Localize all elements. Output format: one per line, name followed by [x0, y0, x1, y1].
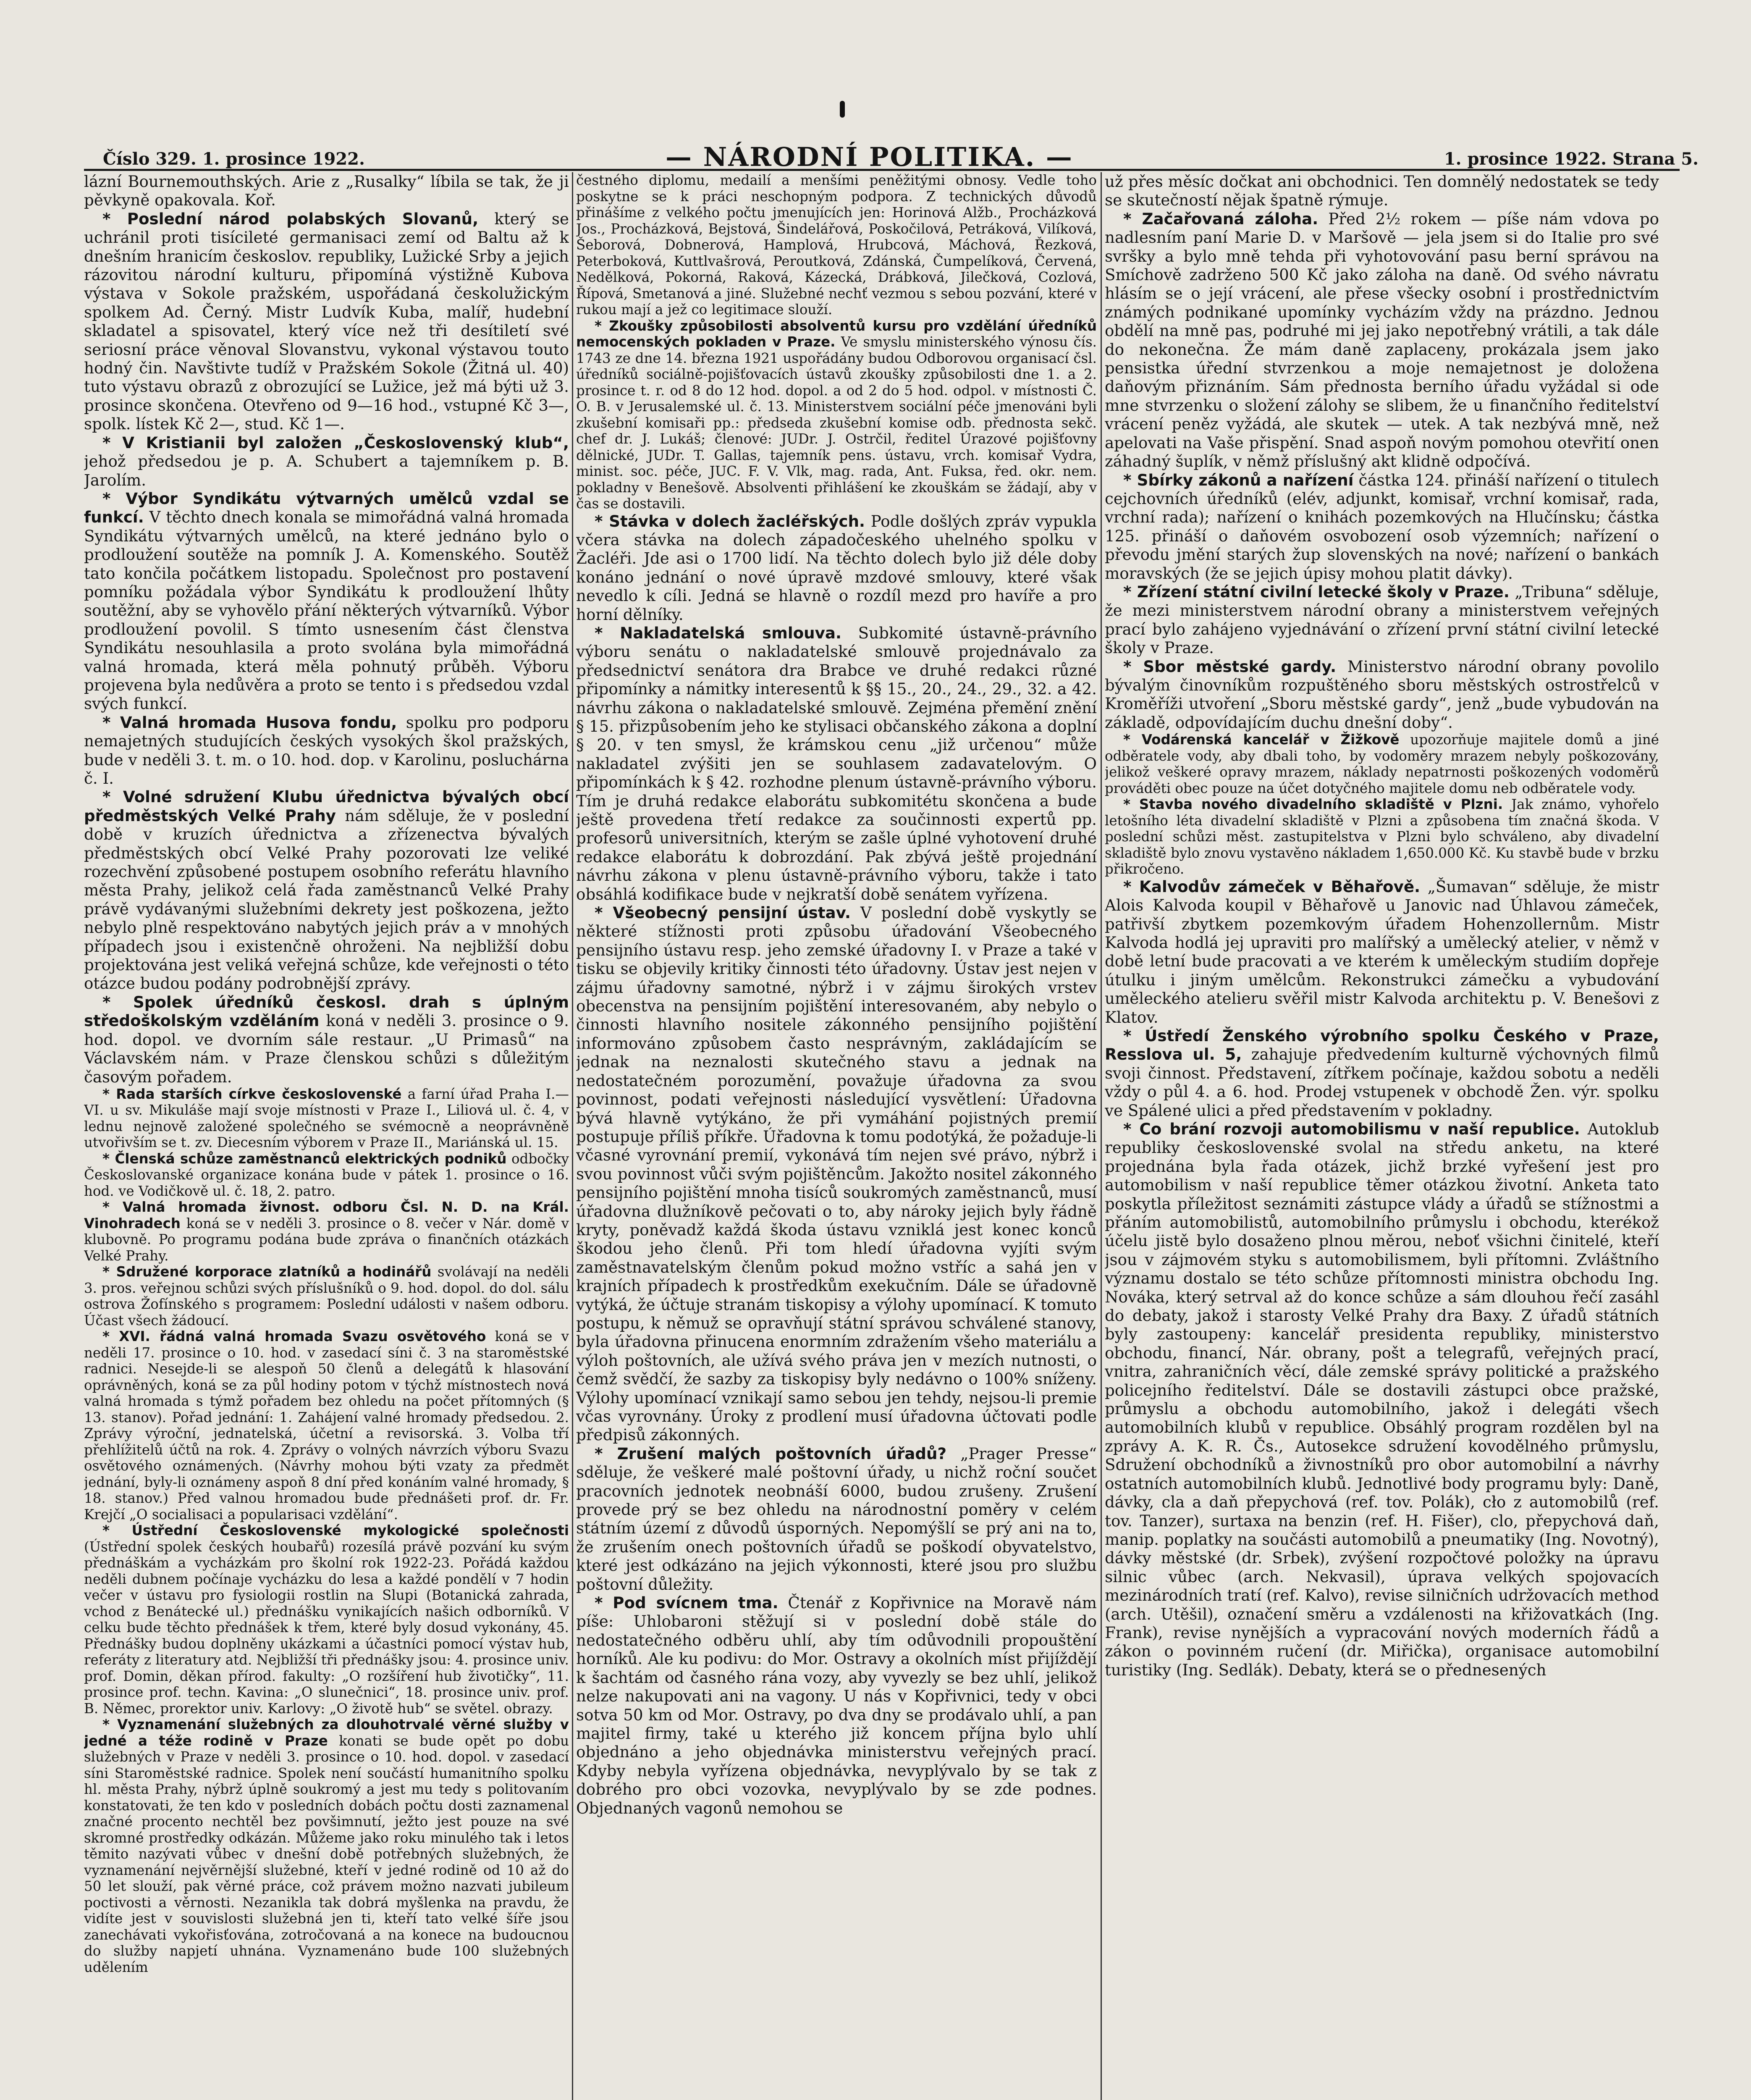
article-text: spolku pro podporu nemajetných studujících českých vysokých škol pražských, bude v neděli 3. t. m. o 10. hod. dop. v Karolinu, posluchárna č. I.: [84, 713, 569, 788]
column-divider: [1101, 172, 1102, 2100]
article-text: koná se v neděli 3. prosince o 8. večer v Nár. domě v klubovně. Po programu podána bude zpráva o finančních otázkách Velké Prahy.: [84, 1215, 569, 1264]
article-paragraph: [576, 1444, 1097, 1593]
article-paragraph: [84, 1199, 569, 1264]
article-paragraph: [84, 788, 569, 992]
article-text: V poslední době vyskytly se některé stížnosti proti způsobu úřadování Všeobecného pensijního ústavu resp. jeho zemské úřadovny I. v Praze a také v tisku se objevily kritiky činnosti této úřadovny. Ústav jest nejen v zájmu úřadovny samotné, nýbrž i v zájmu širokých vrstev obecenstva na pensijním pojištění interesovaném, aby nebylo o činnosti hlavního nositele zákonného pensijního pojištění informováno způsobem často nesprávným, zakládajícím se jednak na neznalosti skutečného stavu a jednak na nedostatečném porozumění, považuje úřadovna za svou povinnost, podati veřejnosti následující vysvětlení: Úřadovna bývá hlavně vytýkáno, že při vymáhání pojistných premií postupuje příliš příkře. Úřadovna k tomu podotýká, že požaduje-li včasné vyrovnání premií, vykonává tím nejen své právo, nýbrž i svou povinnost vůči svým pojištěncům. Jakožto nositel zákonného pensijního pojištění mnoha tisíců soukromých zaměstnanců, musí úřadovna dlužníkově pečovati o to, aby nároky jejich byly řádně kryty, poněvadž každá škoda ústavu vzniklá jest konec konců škodou jeho členů. Při tom hledí úřadovna vyjíti svým zaměstnavatelským členům pokud možno vstříc a sahá jen v krajních případech k prostředkům exekučním. Dále se úřadovně vytýká, že účtuje stranám tiskopisy a výlohy upomínací. K tomuto postupu, k němuž se opravňují státní správou schválené stanovy, byla úřadovna přinucena enormním zdražením všeho materiálu a výloh poštovních, ale užívá svého práva jen v mezích nutnosti, o čemž svědčí, že sazby za tiskopisy byly nedávno o 100% sníženy. Výlohy upomínací vznikají samo sebou jen tehdy, nejsou-li premie včas vyrovnány. Úroky z prodlení musí úřadovna účtovati podle předpisů zákonných.: [576, 903, 1097, 1444]
article-heading: * Sbírky zákonů a nařízení: [1123, 470, 1354, 489]
article-paragraph: [1105, 796, 1659, 877]
article-text: koná se v neděli 17. prosince o 10. hod. v zasedací síni č. 3 na staroměstské radnici. Nesejde-li se alespoň 50 členů a delegátů k hlasování oprávněných, koná se za půl hodiny potom v týchž místnostech nová valná hromada s týmž pořadem bez ohledu na počet přítomných (§ 13. stanov). Pořad jednání: 1. Zahájení valné hromady předsedou. 2. Zprávy výroční, jednatelská, účetní a revisorská. 3. Volba tří přehlížitelů účtů na rok. 4. Zprávy o volných návrzích výboru Svazu osvětového oznámených. (Návrhy mohou býti vzaty za předmět jednání, byly-li oznámeny aspoň 8 dní před konáním valné hromady, § 18. stanov.) Před valnou hromadou bude přednášeti prof. dr. Fr. Krejčí „O socialisaci a popularisaci vzdělání“.: [84, 1328, 569, 1522]
article-heading: * Stávka v dolech žacléřských.: [595, 512, 865, 530]
article-heading: * Kalvodův zámeček v Běhařově.: [1123, 877, 1421, 896]
article-text: zahajuje předvedením kulturně výchovných filmů svoji činnost. Představení, zítřkem počínaje, každou sobotu a neděli vždy o půl 4. a 6. hod. Prodej vstupenek v obchodě Žen. výr. spolku ve Spálené ulici a před představením v pokladny.: [1105, 1045, 1659, 1120]
article-heading: * Sbor městské gardy.: [1123, 657, 1337, 676]
article-text: „Prager Presse“ sděluje, že veškeré malé poštovní úřady, u nichž roční součet pracovních jednotek neobnáší 6000, budou zrušeny. Zrušení provede prý se bez ohledu na národnostní poměry v celém státním území z důvodů úsporných. Nepomýšlí se prý ani na to, že zrušením onech poštovních úřadů se poškodí obyvatelstvo, které jest odkázáno na jejich výkonnosti, které jsou pro službu poštovní důležity.: [576, 1444, 1097, 1593]
article-heading: * Sdružené korporace zlatníků a hodinářů: [102, 1264, 432, 1280]
article-text: V těchto dnech konala se mimořádná valná hromada Syndikátu výtvarných umělců, na které jednáno bylo o prodloužení soutěže na pomník J. A. Komenského. Soutěž tato končila počátkem listopadu. Společnost pro postavení pomníku požádala výbor Syndikátu k prodloužení lhůty soutěžní, aby se vyhovělo přání některých výtvarníků. Výbor prodloužení povolil. S tímto usnesením část členstva Syndikátu nesouhlasila a proto svolána byla mimořádná valná hromada, která měla pohnutý průběh. Výboru projevena byla nedůvěra a proto se tento i s předsedou vzdal svých funkcí.: [84, 508, 569, 713]
article-paragraph: [1105, 471, 1659, 583]
article-heading: * Vyznamenání služebných za dlouhotrvalé věrné služby v jedné a téže rodině v Praze: [84, 1717, 569, 1749]
article-paragraph: [576, 512, 1097, 624]
column-divider: [572, 172, 573, 2100]
article-text: Jak známo, vyhořelo letošního léta divadelní skladiště v Plzni a způsobena tím značná škoda. V poslední schůzi měst. zastupitelstva v Plzni bylo schváleno, aby divadelní skladiště bylo znovu vystavěno nákladem 1,650.000 Kč. Ku stavbě bude v brzku přikročeno.: [1105, 796, 1659, 877]
column-1: [84, 172, 569, 2100]
article-paragraph: [1105, 657, 1659, 732]
article-text: koná v neděli 3. prosince o 9. hod. dopol. ve dvorním sále restaur. „U Primasů“ na Václavském nám. v Praze členskou schůzi s důležitým časovým pořadem.: [84, 1011, 569, 1086]
article-heading: * XVI. řádná valná hromada Svazu osvětového: [102, 1328, 486, 1345]
article-text: jehož předsedou je p. A. Schubert a tajemníkem p. B. Jarolím.: [84, 452, 569, 489]
article-text: „Tribuna“ sděluje, že mezi ministerstvem národní obrany a ministerstvem veřejných prací bylo zahájeno vyjednávání o zřízení první státní civilní letecké školy v Praze.: [1105, 582, 1659, 657]
article-paragraph: [84, 713, 569, 788]
masthead-title: — NÁRODNÍ POLITIKA. —: [666, 142, 1073, 172]
article-text: už přes měsíc dočkat ani obchodnici. Ten domnělý nedostatek se tedy se skutečností nějak špatně rýmuje.: [1105, 172, 1659, 210]
article-heading: * Pod svícnem tma.: [595, 1593, 779, 1612]
article-paragraph: [576, 624, 1097, 903]
ink-mark: [840, 101, 845, 118]
article-paragraph: [84, 1328, 569, 1522]
article-paragraph: [576, 172, 1097, 318]
article-text: a farní úřad Praha I.—VI. u sv. Mikuláše mají svoje místnosti v Praze I., Liliová ul. č. 4, v lednu nejnově založené společného se svémocně a neoprávněně utvořivším se t. zv. Diecesním výborem v Praze II., Mariánská ul. 15.: [84, 1086, 569, 1151]
article-text: Ministerstvo národní obrany povolilo bývalým činovníkům rozpuštěného sboru městských ostrostřelců v Kroměříži utvoření „Sboru městské gardy“, jenž „bude vybudován na základě, odpovídajícím duchu dnešní doby“.: [1105, 657, 1659, 732]
article-heading: * Členská schůze zaměstnanců elektrických podniků: [102, 1150, 507, 1167]
article-paragraph: [84, 993, 569, 1086]
article-heading: * Zřízení státní civilní letecké školy v Praze.: [1123, 582, 1510, 601]
article-paragraph: [576, 903, 1097, 1444]
article-text: Před 2½ rokem — píše nám vdova po nadlesním paní Marie D. v Maršově — jela jsem si do Italie pro své svršky a bylo mně tehda při vyhotovování pasu berní správou na Smíchově zadrženo 500 Kč jako záloha na daně. Od svého návratu hlásím se o její vrácení, ale přese všecky osobní i prostřednictvím známých podnikané upomínky vycházím vždy na prázdno. Jednou obdělí na mně pas, podruhé mi jej jako nepotřebný vrátili, a tak dále do nekonečna. Že mám daně zaplaceny, prokázala jsem jako pensistka úřední stvrzenkou a moje nemajetnost je doložena daňovým přiznáním. Sám přednosta berního úřadu vyžádal si ode mne stvrzenku o složení zálohy se slibem, že u finančního ředitelství vrácení peněz vyžádá, ale skutek — utek. A tak nezbývá mně, než apelovati na Vaše přispění. Snad aspoň novým pomohou otevřití onen záhadný šuplík, v němž příslušný akt klidně odpočívá.: [1105, 209, 1659, 471]
article-paragraph: [1105, 583, 1659, 657]
article-paragraph: [84, 1717, 569, 1975]
article-text: čestného diplomu, medailí a menšími peněžitými obnosy. Vedle toho poskytne se k práci neschopným podpora. Z technických důvodů přinášíme z velkého počtu jmenujících jen: Horinová Alžb., Procházková Jos., Procházková, Bejstová, Šindelářová, Poskočilová, Petráková, Vilíková, Šeborová, Dobnerová, Hamplová, Hrubcová, Máchová, Řezková, Peterboková, Kuttlvašrová, Peroutková, Zdánská, Čumpelíková, Červená, Nedělková, Pokorná, Raková, Kázecká, Drábková, Jilečková, Cozlová, Řípová, Smetanová a jiné. Služebné nechť vezmou s sebou pozvání, které v rukou mají a jež co legitimace slouží.: [576, 172, 1097, 318]
article-heading: * Nakladatelská smlouva.: [595, 623, 842, 642]
article-paragraph: [84, 172, 569, 210]
article-text: nám sděluje, že v poslední době v kruzích úřednictva a zřízenectva bývalých předměstských obcí Velké Prahy pozorovati lze veliké rozechvění způsobené postupem osobního referátu hlavního města Prahy, jelikož celá řada zaměstnanců Velké Prahy právě vydávanými služebními dekrety jest poškozena, ježto nebylo plně respektováno nabytých jejich práv a v mnohých případech jsou i existenčně ohroženi. Na nejbližší dobu projektována jest veliká veřejná schůze, kde veřejnosti o této otázce budou podány podrobnější zprávy.: [84, 806, 569, 993]
article-text: Subkomité ústavně-právního výboru senátu o nakladatelské smlouvě projednávalo za předsednictví senátora dra Brabce ve druhé redakci různé připomínky a námitky interesentů k §§ 15., 20., 24., 29., 32. a 42. návrhu zákona o nakladatelské smlouvě. Zejména přemění znění § 15. přizpůsobením jeho ke stylisaci občanského zákona a doplní § 20. v ten smysl, že krámskou cenu „již určenou“ může nakladatel zvýšiti jen se souhlasem zadavatelovým. O připomínkách k § 42. rozhodne plenum ústavně-právního výboru. Tím je druhá redakce elaborátu subkomitétu skončena a bude ještě provedena třetí redakce za součinnosti expertů pp. profesorů universitních, kterým se zašle úplné vyhotovení druhé redakce elaborátu k dobrozdání. Pak zbývá ještě projednání návrhu zákona v plenu ústavně-právního výboru, takže i tato obsáhlá kodifikace bude v nejkratší době senátem vyřízena.: [576, 623, 1097, 903]
article-heading: * Spolek úředníků českosl. drah s úplným středoškolským vzděláním: [84, 992, 569, 1030]
article-heading: * Všeobecný pensijní ústav.: [595, 903, 851, 922]
article-paragraph: [84, 1151, 569, 1200]
article-heading: * Začařovaná záloha.: [1123, 209, 1318, 228]
article-paragraph: [84, 1086, 569, 1151]
article-heading: * Stavba nového divadelního skladiště v Plzni.: [1123, 796, 1503, 813]
article-text: „Šumavan“ sděluje, že mistr Alois Kalvoda koupil v Běhařově u Janovic nad Úhlavou zámeček, patřivší zbytkem pozemkovým úřadem Hohenzollernům. Mistr Kalvoda hodlá jej upraviti pro malířský a umělecký atelier, v němž v době letní bude pracovati a ve kterém k uměleckým studiím dopřeje útulku i jiným umělcům. Rekonstrukci zámečku a vybudování uměleckého atelieru svěřil mistr Kalvoda architektu p. V. Benešovi z Klatov.: [1105, 877, 1659, 1026]
article-text: Ve smyslu ministerského výnosu čís. 1743 ze dne 14. března 1921 uspořádány budou Odborovou organisací čsl. úředníků sociálně-pojišťovacích ústavů zkoušky způsobilosti dne 1. a 2. prosince t. r. od 8 do 12 hod. dopol. a od 2 do 5 hod. odpol. v místnosti Č. O. B. v Jerusalemské ul. č. 13. Ministerstvem sociální péče jmenováni byli zkušební komisaři pp.: předseda zkušební komise odb. přednosta sekč. chef dr. J. Lukáš; členové: JUDr. J. Ostrčil, ředitel Úrazové pojišťovny dělnické, JUDr. T. Gallas, tajemník pens. ústavu, vrch. komisař Vydra, minist. soc. péče, JUC. F. V. Vlk, mag. rada, Ant. Fuksa, řed. okr. nem. pokladny v Benešově. Absolventi přihlášení ke zkouškám se žádají, aby v čas se dostavili.: [576, 334, 1097, 512]
article-paragraph: [576, 1593, 1097, 1817]
article-paragraph: [84, 1264, 569, 1328]
page-date-number: 1. prosince 1922. Strana 5.: [1444, 149, 1699, 169]
article-text: Čtenář z Kopřivnice na Moravě nám píše: Uhlobaroni stěžují si v poslední době stále do nedostatečného odběru uhlí, aby tím odůvodnili propouštění horníků. Ale ku podivu: do Mor. Ostravy a okolních míst přijíždějí k šachtám od časného rána vozy, aby vyvezly se bez uhlí, jelikož nelze nakupovati ani na vagony. U nás v Kopřivnici, tedy v obci sotva 50 km od Mor. Ostravy, po dva dny se prodávalo uhlí, a pan majitel firmy, také u kterého již koncem příjna bylo uhlí objednáno a jeho objednávka ministerstvu veřejných prací. Kdyby nebyla vyřízena objednávka, nevyplývalo by se tak z dobrého pro obci vozovka, nevyplývalo by se zde podnes. Objednaných vagonů nemohou se: [576, 1593, 1097, 1817]
article-text: svolávají na neděli 3. pros. veřejnou schůzi svých příslušníků o 9. hod. dopol. do dol. sálu ostrova Žofínského s programem: Poslední události v našem odboru. Účast všech žádoucí.: [84, 1264, 569, 1328]
page-header: [103, 132, 1699, 172]
article-text: Podle došlých zpráv vypukla včera stávka na dolech západočeského uhelného spolku v Žacléři. Jde asi o 1700 lidí. Na těchto dolech bylo již déle doby konáno jednání o nové úpravě mzdové smlouvy, které však nevedlo k cíli. Jedná se hlavně o rozdíl mezd pro havíře a pro horní dělníky.: [576, 512, 1097, 624]
article-paragraph: [576, 318, 1097, 512]
article-paragraph: [84, 210, 569, 433]
article-heading: * Poslední národ polabských Slovanů,: [102, 209, 479, 228]
article-heading: * Valná hromada živnost. odboru Čsl. N. D. na Král. Vinohradech: [84, 1199, 569, 1231]
article-text: upozorňuje majitele domů a jiné odběratele vody, aby dbali toho, by vodoměry mrazem nebyly poškozovány, jelikož veškeré opravy mrazem, náklady nepatrnosti poškozených vodoměrů prováděti obec pouze na účet dotyčného majitele domu neb odběratele vody.: [1105, 732, 1659, 796]
article-text: odbočky Českoslovanské organizace konána bude v pátek 1. prosince o 16. hod. ve Vodičkově ul. č. 18, 2. patro.: [84, 1150, 569, 1199]
article-heading: * V Kristianii byl založen „Československý klub“,: [102, 433, 569, 452]
article-heading: * Valná hromada Husova fondu,: [102, 713, 397, 732]
article-heading: * Zkoušky způsobilosti absolventů kursu pro vzdělání úředníků nemocenských pokladen v Praze.: [576, 318, 1097, 350]
article-paragraph: [1105, 210, 1659, 471]
article-heading: * Co brání rozvoji automobilismu v naší republice.: [1123, 1119, 1580, 1138]
article-text: lázní Bournemouthských. Arie z „Rusalky“ líbila se tak, že ji pěvkyně opakovala. Koř.: [84, 172, 569, 210]
article-text: Autoklub republiky československé svolal na středu anketu, na které projednána byla řada otázek, jichž brzké vyřešení jest pro automobilism v naší republice těmer otázkou životní. Anketa tato poskytla příležitost seznámiti zástupce vlády a úřadů se stížnostmi a přáním automobilistů, automobilního průmyslu i obchodu, kterékož účelu jistě bylo dosaženo plnou měrou, neboť všichni činitelé, kteří jsou v zájmovém styku s automobilismem, byli přítomni. Zvláštního významu dostalo se této schůze přítomnosti ministra obchodu Ing. Nováka, který setrval až do konce schůze a sám dlouhou řečí zasáhl do debaty, jakož i starosty Velké Prahy dra Baxy. Z úřadů státních byly zastoupeny: kancelář presidenta republiky, ministerstvo obchodu, financí, Nár. obrany, pošt a telegrafů, veřejných prací, vnitra, zahraničních věcí, dále zemské správy politické a pražského policejního ředitelství. Dále se dostavili zástupci obce pražské, průmyslu a obchodu automobilního, jakož i delegáti všech automobilních klubů v republice. Obsáhlý program rozdělen byl na zprávy A. K. R. Čs., Autosekce sdružení kovodělného průmyslu, Sdružení obchodníků a živnostníků pro obor automobilní a návrhy ostatních automobilních klubů. Jednotlivé body programu byly: Daně, dávky, cla a daň přepychová (ref. tov. Polák), cło z automobilů (ref. tov. Tanzer), surtaxa na benzin (ref. H. Fišer), clo, přepychová daň, manip. poplatky na součásti automobilů a pneumatiky (Ing. Novotný), dávky městské (dr. Srbek), zvýšení rozpočtové položky na úpravu silnic vůbec (arch. Nekvasil), úprava velkých spojovacích mezinárodních tratí (ref. Kalvo), revise silničních udržovacích method (arch. Utěšil), označení směru a vzdálenosti na křižovatkách (Ing. Frank), revise nynějších a vypracování nových moderních řádů a zákon o povinném ručení (dr. Miřička), organisace automobilní turistiky (Ing. Sedlák). Debaty, která se o přednesených: [1105, 1119, 1659, 1679]
article-paragraph: [1105, 732, 1659, 796]
article-paragraph: [1105, 172, 1659, 210]
article-heading: * Ústřední Československé mykologické společnosti: [102, 1522, 569, 1539]
article-paragraph: [84, 489, 569, 713]
article-text: který se uchránil proti tisícileté germanisaci zemí od Baltu až k dnešním hranicím českoslov. republiky, Lužické Srby a jejich rázovitou národní kulturu, připomíná výstižně Kubova výstava v Sokole pražském, uspořádaná českolužickým spolkem Ad. Černý. Mistr Ludvík Kuba, malíř, hudební skladatel a spisovatel, který více než tři desítiletí své seriosní práce věnoval Slovanstvu, vykonal výstavou touto hodný čin. Navštivte tudíž v Pražském Sokole (Žitná ul. 40) tuto výstavu obrazů z obrozující se Lužice, jež má býti už 3. prosince skončena. Otevřeno od 9—16 hod., vstupné Kč 3—, spolk. lístek Kč 2—, stud. Kč 1—.: [84, 209, 569, 433]
article-paragraph: [1105, 1026, 1659, 1120]
article-text: (Ústřední spolek českých houbařů) rozesílá právě pozvání ku svým přednáškám a vycházkám pro školní rok 1922-23. Pořádá každou neděli dubnem počínaje vycházku do lesa a každé pondělí v 7 hodin večer v ústavu pro fysiologii rostlin na Slupi (Botanická zahrada, vchod z Benátecké ul.) přednášku vynikajících našich odborníků. V celku bude těchto přednášek k třem, které byly dosud vykonány, 45. Přednášky budou doplněny ukázkami a účastníci pomocí výstav hub, referáty z literatury atd. Nejbližší tři přednášky jsou: 4. prosince univ. prof. Domin, děkan přírod. fakulty: „O rozšíření hub životičky“, 11. prosince prof. techn. Kavina: „O slunečnici“, 18. prosince univ. prof. B. Němec, prorektor univ. Karlovy: „O životě hub“ se světel. obrazy.: [84, 1538, 569, 1717]
article-heading: * Rada starších církve československé: [102, 1086, 402, 1102]
article-text: konati se bude opět po dobu služebných v Praze v neděli 3. prosince o 10. hod. dopol. v zasedací síni Staroměstské radnice. Spolek není součástí humanitního spolku hl. města Prahy, nýbrž úplně soukromý a jest mu tedy s politovaním konstatovati, že ten kdo v posledních dobách počtu dosti zaznamenal značné procento nechtěl bez povšimnutí, ježto jest pouze na své skromné prostředky odkázán. Můžeme jako roku minulého tak i letos těmito nazývati vůbec v dnešní době potřebných služebných, že vyznamenání nejvěrnější služebné, kteří v jedné rodině od 10 až do 50 let slouží, pak věrné práce, což právem možno nazvati jubileum poctivosti a věrnosti. Nezanikla tak dobrá myšlenka na pravdu, že vidíte jest v souvislosti služebná jen ti, kteří tato velké šíře jsou zanechávati vykořisťována, zotročovaná a na konece na budoucnou do služby napjetí uhnána. Vyznamenáno bude 100 služebných udělením: [84, 1732, 569, 1975]
issue-number-date: Číslo 329. 1. prosince 1922.: [103, 149, 365, 169]
article-paragraph: [84, 433, 569, 489]
article-heading: * Volné sdružení Klubu úřednictva bývalých obcí předměstských Velké Prahy: [84, 788, 569, 825]
article-heading: * Ústředí Ženského výrobního spolku Českého v Praze, Resslova ul. 5,: [1105, 1026, 1659, 1064]
article-paragraph: [84, 1522, 569, 1717]
column-2: [576, 172, 1097, 2100]
article-paragraph: [1105, 877, 1659, 1026]
column-3: [1105, 172, 1659, 2100]
header-rule: [84, 169, 1680, 171]
article-heading: * Vodárenská kancelář v Žižkově: [1123, 732, 1400, 748]
article-paragraph: [1105, 1120, 1659, 1679]
article-text: částka 124. přináší nařízení o titulech cejchovních úředníků (elév, adjunkt, komisař, vrchní komisař, rada, vrchní rada); nařízení o knihách pozemkových na Hlučínsku; částka 125. přináší o daňovém osvobození osob výzemních; nařízení o převodu jmění starých žup slovenských na nové; nařízení o bankách moravských (že se jejich úpisy mohou platit dávky).: [1105, 470, 1659, 583]
article-heading: * Zrušení malých poštovních úřadů?: [595, 1444, 947, 1463]
article-heading: * Výbor Syndikátu výtvarných umělců vzdal se funkcí.: [84, 489, 569, 527]
